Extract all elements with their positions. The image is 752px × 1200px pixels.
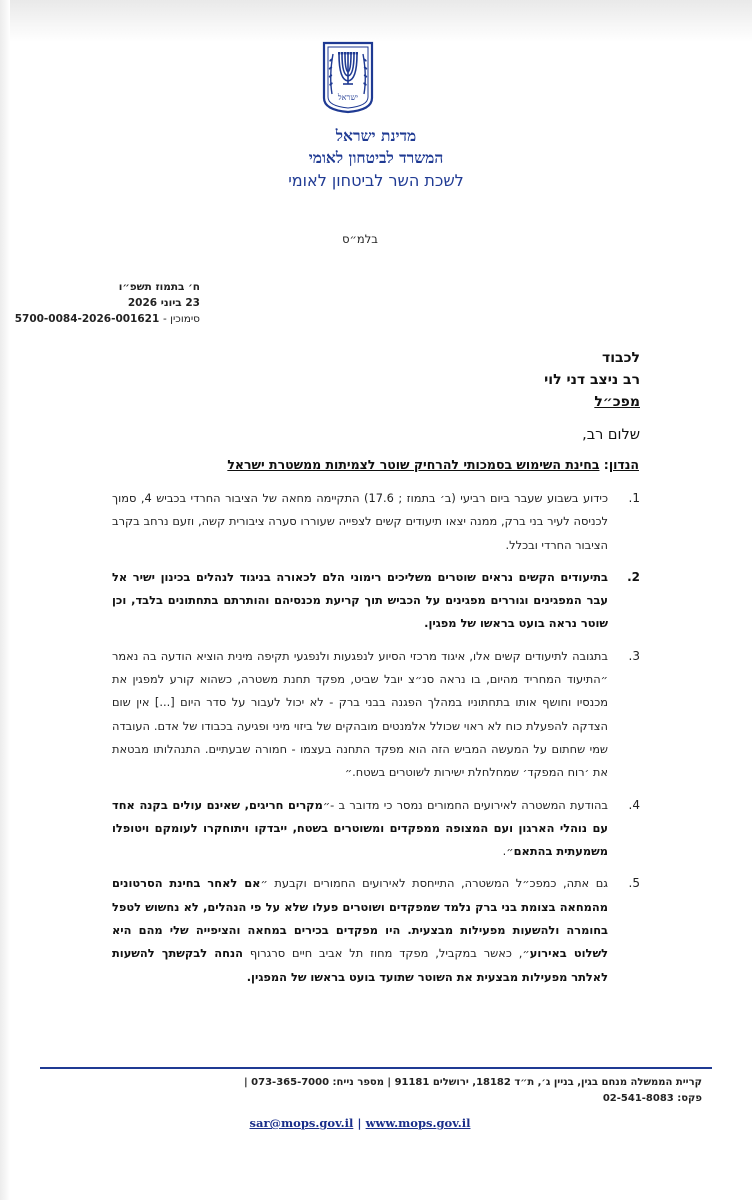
list-item: [112, 566, 640, 636]
link-separator: |: [357, 1116, 362, 1130]
list-item: [112, 487, 640, 557]
item-number: 5.: [628, 876, 640, 891]
item-text: בתיעודים הקשים נראים שוטרים משליכים רימוני הלם לכאורה בניגוד לנהלים בכינון ישיר אל עבר המפגינים וגוררים מפגינים על הכביש תוך קריעת מכנסיהם והותרתם בתחתונים בלבד, וכן שוטר נראה בועט בראשו של מפגין.: [112, 569, 608, 631]
footer-address: קריית הממשלה מנחם בגין, בניין ג׳, ת״ד 18182, ירושלים 91181 | מספר נייח: 073-365-7000 |: [244, 1077, 702, 1088]
classification-label: בלמ״ס: [342, 232, 378, 246]
footer-divider: [40, 1067, 712, 1069]
item-text: בתגובה לתיעודים קשים אלו, איגוד מרכזי הסיוע לנפגעות ולנפגעי תקיפה מינית הוציא הודעה בה נאמר ״התיעוד המחריד מהיום, בו נראה סנ״צ יובל שביט, מפקד תחנת משטרה, כשהוא קורע למפגין את מכנסיו וחושף אותו בתחתוניו במהלך הפגנה בבני ברק - לא יכול לעבור על סדר היום [...] אין שום הצדקה להפעלת כוח לא ראוי שכולל אלמנטים מובהקים של ביזוי מיני ופגיעה בכבודו של אדם. העובדה שמי שחתום על המעשה המביש הזה הוא מפקד התחנה בעצמו - חמורה שבעתיים. התנהלותו מבטאת את ׳רוח המפקד׳ שמחלחלת ישירות לשוטרים בשטח.״: [112, 648, 608, 780]
item-text: גם אתה, כמפכ״ל המשטרה, התייחסת לאירועים החמורים וקבעת ״: [260, 876, 608, 891]
item-number: 4.: [628, 797, 640, 812]
item-number: 1.: [628, 491, 640, 505]
footer-fax: פקס: 02-541-8083: [602, 1093, 702, 1104]
greeting: שלום רב,: [582, 427, 640, 443]
list-item: [112, 872, 640, 988]
list-item: [112, 794, 640, 864]
subject-text: בחינת השימוש בסמכותי להרחיק שוטר לצמיתות ממשטרת ישראל: [227, 457, 600, 472]
recipient-title: מפכ״ל: [594, 394, 640, 410]
item-number: 2.: [627, 569, 640, 584]
numbered-items: [112, 487, 640, 998]
item-text-bold: מקרים חריגים, שאינם עולים בקנה אחד עם נוהלי הארגון ועם המצופה ממפקדים ומשוטרים בשטח, ייבדקו ויתוחקרו לעומקם ויטופלו משמעתית בהתאם: [112, 797, 608, 859]
subject-label: הנדון: [608, 457, 639, 472]
hebrew-date: ח׳ בתמוז תשפ״ו: [118, 281, 200, 293]
list-item: [112, 645, 640, 785]
reference-label: סימוכין -: [162, 313, 200, 325]
subject-colon: :: [599, 457, 609, 472]
recipient-to: לכבוד: [602, 350, 640, 366]
item-text-bold: אם לאחר בחינת הסרטונים מהמחאה בצומת בני ברק נלמד שמפקדים ושוטרים פעלו שלא על פי הנהלים, לא נחשוש לטפל בחומרה ולהשעות מפעילות מבצעית. היו מפקדים בכירים במחאה והציפייה שלי מהם היא לשלוט באירוע: [112, 876, 608, 961]
scan-shadow-top: [0, 0, 752, 42]
recipient-name: רב ניצב דני לוי: [544, 372, 640, 388]
subject-line: [227, 457, 639, 472]
item-text: בהודעת המשטרה לאירועים החמורים נמסר כי מדובר ב -״: [322, 797, 608, 812]
emblem-lettering: ישראל: [337, 93, 359, 102]
footer-links: [240, 1116, 480, 1130]
item-number: 3.: [628, 648, 640, 663]
letterhead-office: לשכת השר לביטחון לאומי: [288, 171, 464, 190]
email-link[interactable]: sar@mops.gov.il: [249, 1116, 354, 1130]
letterhead-country: מדינת ישראל: [335, 126, 417, 145]
item-text: כידוע בשבוע שעבר ביום רביעי (ב׳ בתמוז ; 17.6) התקיימה מחאה של הציבור החרדי בכביש 4, סמוך לכניסה לעיר בני ברק, ממנה יצאו תיעודים קשים לצפייה שעוררו סערה ציבורית קשה, וזעם נרחב בקרב הציבור החרדי ובכלל.: [112, 491, 608, 552]
reference-line: [15, 313, 200, 325]
website-link[interactable]: www.mops.gov.il: [365, 1116, 471, 1130]
state-emblem-icon: [320, 40, 376, 114]
item-text-bold: הנחה לבקשתך להשעות לאלתר מפעילות מבצעית את השוטר שתועד בועט בראשו של המפגין.: [112, 946, 608, 984]
gregorian-date: 23 ביוני 2026: [127, 297, 200, 309]
item-text: ״, כאשר במקביל, מפקד מחוז תל אביב חיים סרגרוף: [242, 946, 530, 961]
item-text: ״.: [502, 844, 514, 859]
reference-number: 5700-0084-2026-001621: [14, 313, 160, 325]
letterhead-ministry: המשרד לביטחון לאומי: [308, 148, 444, 167]
